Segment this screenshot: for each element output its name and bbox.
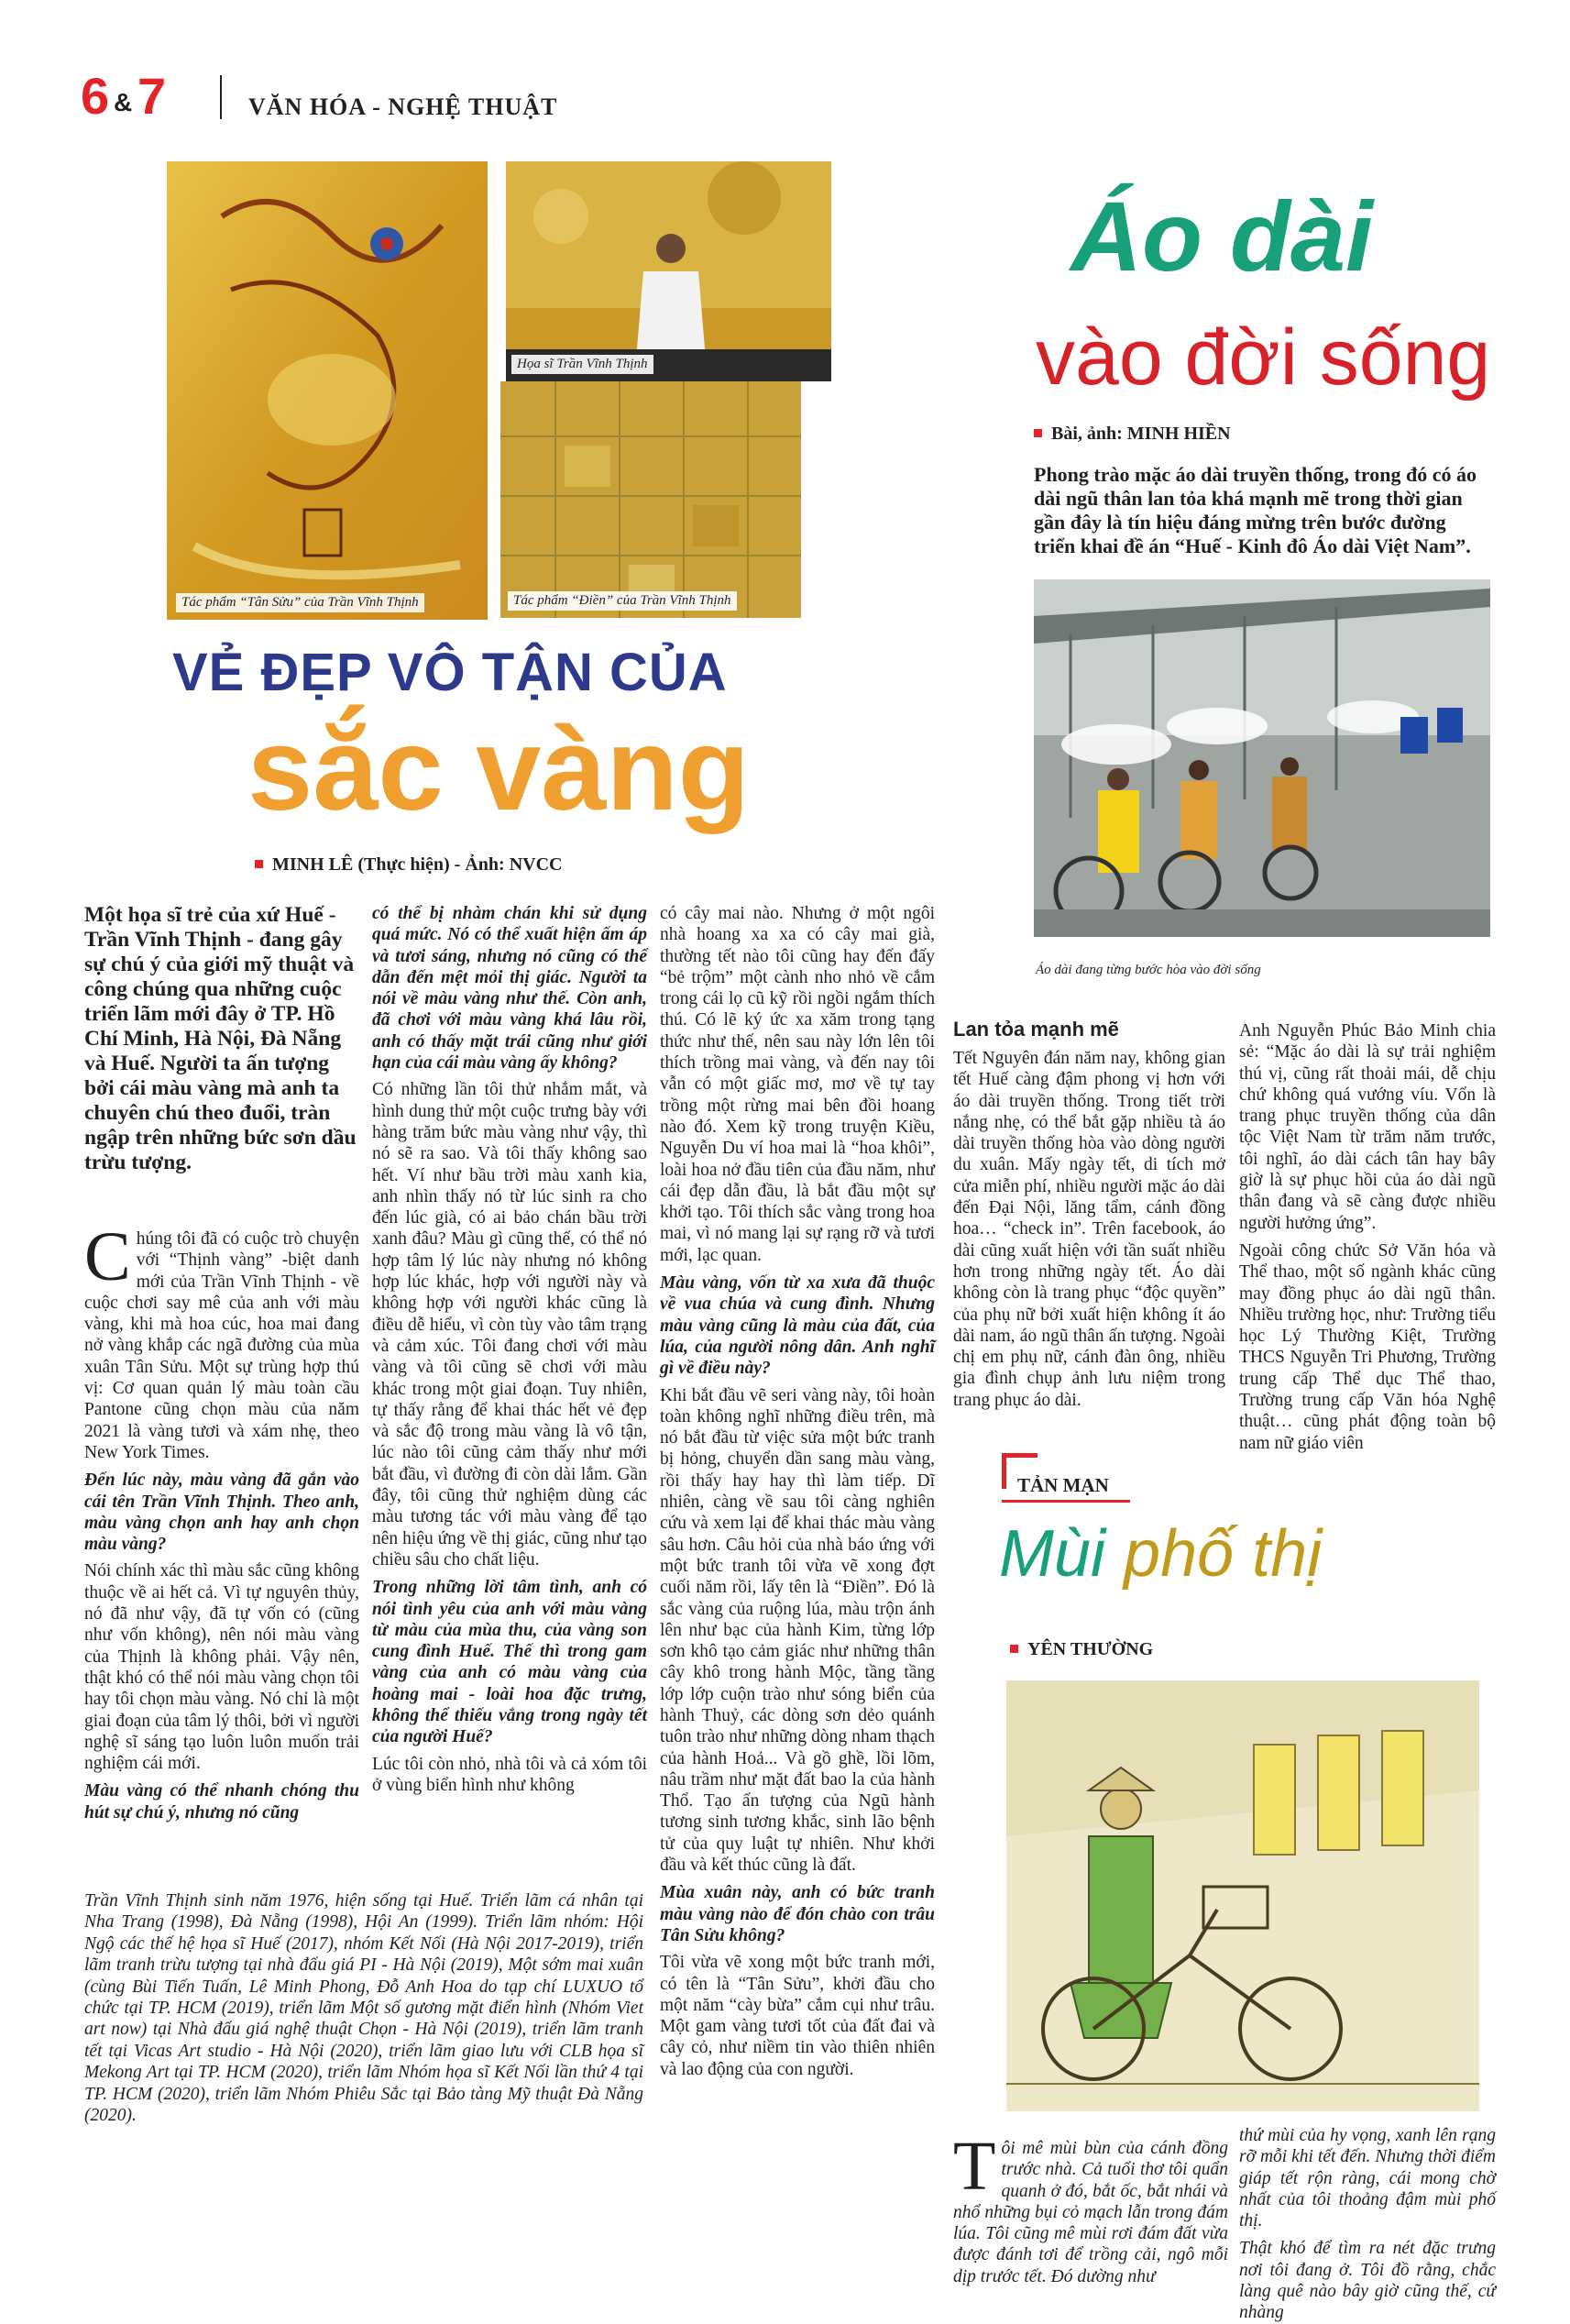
left-article-col3 — [660, 903, 935, 2168]
ao-dai-parade-photo — [1034, 579, 1490, 937]
right-article-subhead: Lan tỏa mạnh mẽ — [953, 1018, 1119, 1041]
essay-byline-text: YÊN THƯỜNG — [1027, 1639, 1154, 1659]
left-col3-paragraph-2: Khi bắt đầu vẽ seri vàng này, tôi hoàn toàn không nghĩ những điều trên, mà nó bắt đầu từ việc sửa một bức tranh bị hỏng, chuyển dần sang màu vàng, rồi thấy hay hay thì làm tiếp. Dĩ nhiên, càng về sau tôi càng nghiên cứu và xem lại để khai thác màu vàng sâu hơn. Câu hỏi của nhà báo ứng với một bức tranh tôi vừa vẽ xong đợt cuối năm rồi, lấy tên là “Điền”. Đó là sắc vàng của ruộng lúa, màu trộn ánh lên như bạc của hành Kim, từng lớp sơn khô tạo cảm giác như những thân cây khô trong hành Mộc, tầng tầng lớp lớp cuộn trào như sóng biển của hành Thuỷ, các dòng sơn dẻo quánh tuôn trào như những dòng nham thạch của hành Hoả... Và gồ ghề, lồi lõm, nâu trầm như mặt đất bao la của hành Thổ. Tạo ấn tượng của Ngũ hành tương sinh tương khắc, sinh lão bệnh tử của quy luật tự nhiên. Như khởi đầu và kết thúc cũng là đất. — [660, 1385, 935, 1876]
artist-portrait-photo — [506, 161, 831, 381]
essay-col2-paragraph-2: Thật khó để tìm ra nét đặc trưng nơi tôi đang ở. Tôi đồ rằng, chắc làng quê nào bây giờ cũng thế, cứ nhàng — [1239, 2239, 1496, 2323]
ao-dai-parade-image — [1034, 579, 1490, 937]
painting-dien-image — [500, 381, 801, 618]
left-col1-paragraph-2: Nói chính xác thì màu sắc cũng không thuộc về ai hết cả. Vì tự nguyên thủy, nó đã như vậy, đã tự vốn có (cũng như vốn không), nên nói màu vàng của Thịnh là không phải. Vậy nên, thật khó có thể nói màu vàng chọn tôi hay tôi chọn màu vàng. Nó chỉ là một giai đoạn của tâm lý thôi, bởi vì người nghệ sĩ sáng tạo luôn luôn muốn trải nghiệm cái mới. — [84, 1561, 359, 1774]
left-article-title-line2: sắc vàng — [247, 704, 750, 835]
essay-col1-text: ôi mê mùi bùn của cánh đồng trước nhà. Cả tuổi thơ tôi quẩn quanh ở đó, bắt ốc, bắt nhái và nhổ những bụi cỏ mạch lẫn trong đám lúa. Tôi cũng mê mùi rơi đám đất vừa được đánh tơi để trồng cải, ngô mỗi dịp trước tết. Đó dường như — [953, 2139, 1228, 2286]
artist-portrait-image — [506, 161, 831, 381]
byline-marker — [255, 860, 263, 868]
left-article-dropcap: C — [84, 1218, 131, 1295]
left-col2-question-1: có thể bị nhàm chán khi sử dụng quá mức. Nó có thể xuất hiện ấm áp và tươi sáng, nhưng nó cũng có thể dẫn đến mệt mỏi thị giác. Người ta nói về màu vàng như thế. Còn anh, đã chơi với màu vàng khá lâu rồi, anh có thấy mặt trái cũng như giới hạn của cái màu vàng ấy không? — [372, 904, 647, 1074]
essay-byline — [1010, 1639, 1153, 1660]
essay-col1 — [953, 2128, 1228, 2286]
header-divider — [220, 75, 222, 119]
right-article-col1: Tết Nguyên đán năm nay, không gian tết Huế càng đậm phong vị hơn với áo dài truyền thống. Trong tiết trời nắng nhẹ, có thể bắt gặp nhiều tà áo dài truyền thống hòa vào dòng người du xuân. Mấy ngày tết, di tích mở cửa miễn phí, nhiều người mặc áo dài đến Đại Nội, lăng tẩm, cánh đồng hoa… “check in”. Trên facebook, áo dài cũng xuất hiện với tần suất nhiều hơn trong những ngày tết. Áo dài không còn là trang phục “độc quyền” của phụ nữ bởi xuất hiện không ít áo dài nam, áo ngũ thân ấn tượng. Ngoài chị em phụ nữ, cánh đàn ông, nhiều gia đình chụp ảnh lưu niệm trong trang phục áo dài. — [953, 1049, 1225, 1410]
left-col2-question-2: Trong những lời tâm tình, anh có nói tình yêu của anh với màu vàng từ màu của mùa thu, của vàng son cung đình Huế. Thế thì trong gam vàng của anh có màu vàng của hoàng mai - loài hoa đặc trưng, không thể thiếu vắng trong ngày tết của người Huế? — [372, 1578, 647, 1747]
essay-illustration-image — [1006, 1680, 1479, 2111]
essay-col2 — [1239, 2125, 1496, 2323]
painting-tan-suu-caption: Tác phẩm “Tân Sửu” của Trần Vĩnh Thịnh — [176, 593, 424, 612]
painting-tan-suu-photo — [167, 161, 488, 620]
right-article-byline — [1034, 424, 1231, 445]
essay-col2-paragraph-1: thứ mùi của hy vọng, xanh lên rạng rỡ mỗi khi tết đến. Nhưng thời điểm giáp tết rộn ràng, cái mong chờ nhất của tôi thoảng đậm mùi phố thị. — [1239, 2126, 1496, 2231]
left-col1-question-1: Đến lúc này, màu vàng đã gắn vào cái tên Trần Vĩnh Thịnh. Theo anh, màu vàng chọn anh hay anh chọn màu vàng? — [84, 1470, 359, 1555]
left-article-col1 — [84, 1218, 359, 1879]
essay-title-part1: Mùi — [999, 1517, 1125, 1591]
page-header — [81, 67, 722, 127]
ao-dai-parade-caption: Áo dài đang từng bước hòa vào đời sống — [1036, 963, 1261, 977]
right-article-lead: Phong trào mặc áo dài truyền thống, trong đó có áo dài ngũ thân lan tỏa khá mạnh mẽ trong thời gian gần đây là tín hiệu đáng mừng trên bước đường triển khai đề án “Huế - Kinh đô Áo dài Việt Nam”. — [1034, 463, 1477, 557]
left-col1-paragraph-1 — [84, 1218, 359, 1463]
essay-title-part2: phố thị — [1124, 1517, 1323, 1591]
left-article-byline-text: MINH LÊ (Thực hiện) - Ảnh: NVCC — [272, 854, 563, 875]
left-article-lead: Một họa sĩ trẻ của xứ Huế - Trần Vĩnh Thịnh - đang gây sự chú ý của giới mỹ thuật và công chúng qua những cuộc triển lãm mới đây ở TP. Hồ Chí Minh, Hà Nội, Đà Nẵng và Huế. Người ta ấn tượng bởi cái màu vàng mà anh ta chuyên chú theo đuổi, tràn ngập trên những bức sơn dầu trừu tượng. — [84, 903, 357, 1174]
right-article-byline-text: Bài, ảnh: MINH HIỀN — [1051, 424, 1231, 444]
essay-kicker-underline — [1002, 1500, 1130, 1503]
left-col3-paragraph-3: Tôi vừa vẽ xong một bức tranh mới, có tên là “Tân Sửu”, khởi đầu cho một năm “cày bừa” cắm cụi như trâu. Một gam vàng tươi tốt của đất đai và cây cỏ, như niềm tin vào thiên nhiên và lao động của con người. — [660, 1953, 935, 2079]
right-col2-paragraph-2: Ngoài công chức Sở Văn hóa và Thể thao, một số ngành khác cũng may đồng phục áo dài ngũ thân. Nhiều trường học, như: Trường tiểu học Lý Thường Kiệt, Trường THCS Nguyễn Tri Phương, Trường trung cấp Thể dục Thể thao, Trường trung cấp Văn hóa Nghệ thuật… cũng phát động toàn bộ nam nữ giáo viên — [1239, 1240, 1496, 1453]
left-article-title-line1: VẺ ĐẸP VÔ TẬN CỦA — [172, 643, 728, 702]
left-article-byline — [255, 854, 562, 876]
byline-marker — [1034, 429, 1042, 437]
page-number-six: 6 — [81, 67, 110, 125]
left-col2-paragraph-2: Lúc tôi còn nhỏ, nhà tôi và cả xóm tôi ở vùng biển hình như không — [372, 1754, 647, 1795]
essay-kicker: TẢN MẠN — [1017, 1474, 1109, 1496]
page-number-seven: 7 — [137, 67, 167, 125]
essay-col1-paragraph — [953, 2128, 1228, 2287]
section-title: VĂN HÓA - NGHỆ THUẬT — [248, 94, 558, 120]
left-col3-paragraph-1: có cây mai nào. Nhưng ở một ngôi nhà hoang xa xa có cây mai già, thường tết nào tôi cũng hay đến đấy “bẻ trộm” một cành nho nhỏ về cắm trong cái lọ cũ kỹ rồi ngồi ngắm thích thú. Có lẽ ký ức xa xăm trong tạng thức như thế, nên sau này lớn lên tôi thích trồng mai vàng, và đến nay tôi vẫn có một giấc mơ, mơ về tự tay trồng một rừng mai bên đồi hoang nào đó. Xem kỹ trong truyện Kiều, Nguyễn Du ví hoa mai là “hoa khôi”, loài hoa nở đầu tiên của đầu năm, như cái đẹp dẫn đầu, là bắt đầu một sự khởi tạo. Tôi thích sắc vàng trong hoa mai, vì nó mang lại sự rạng rỡ và tươi mới, lạc quan. — [660, 904, 935, 1265]
left-col2-paragraph-1: Có những lần tôi thử nhắm mắt, và hình dung thử một cuộc trưng bày với hàng trăm bức màu vàng như vậy, thì nó sẽ ra sao. Và tôi thấy không sao hết. Ví như bầu trời màu xanh kia, anh nhìn thấy nó từ lúc sinh ra cho đến lúc già, có ai bảo chán bầu trời xanh đâu? Màu gì cũng thế, có thể nó hợp tâm lý lúc này nhưng nó không hợp lúc khác, hợp với người này và không hợp với người khác cũng là điều dễ hiểu, vì còn tùy vào tâm trạng và cảm xúc. Tôi đang chơi với màu vàng và tôi cũng sẽ chơi với màu khác trong một giai đoạn. Tuy nhiên, tự thấy rằng để khai thác hết vẻ đẹp và sắc độ trong màu vàng là vô tận, lúc nào tôi cũng cảm thấy như mới bắt đầu, vì đường đi còn dài lắm. Gần đây, tôi cũng thử nghiệm dùng các màu tương tác với màu vàng để tạo nên hiệu ứng về thị giác, cũng như tạo chiều sâu cho chất liệu. — [372, 1080, 647, 1570]
essay-dropcap: T — [953, 2128, 996, 2205]
left-col1-paragraph-1-text: húng tôi đã có cuộc trò chuyện với “Thịnh vàng” -biệt danh mới của Trần Vĩnh Thịnh - về cuộc chơi say mê của anh với màu vàng, khi mà hoa cúc, hoa mai đang nở vàng khắp các ngã đường của mùa xuân Tân Sửu. Một sự trùng hợp thú vị: Cơ quan quản lý màu toàn cầu Pantone cũng chọn màu của năm 2021 là vàng tươi và xám nhẹ, theo New York Times. — [84, 1229, 359, 1462]
artist-bio: Trần Vĩnh Thịnh sinh năm 1976, hiện sống tại Huế. Triển lãm cá nhân tại Nha Trang (1998), Đà Nẵng (1998), Hội An (1999). Triển lãm nhóm: Hội Ngộ các thế hệ họa sĩ Huế (2017), nhóm Kết Nối (Hà Nội 2017-2019), triển lãm tranh trừu tượng tại nhà đấu giá PI - Hà Nội (2019), Một sớm mai xuân (cùng Bùi Tiến Tuấn, Lê Minh Phong, Đỗ Anh Hoa do tạp chí LUXUO tổ chức tại TP. HCM (2019), triển lãm Một số gương mặt điển hình (Nhóm Viet art now) tại Nhà đấu giá nghệ thuật Chọn - Hà Nội (2019), triển lãm tranh tết tại Vicas Art studio - Hà Nội (2020), triển lãm giao lưu với CLB họa sĩ Mekong Art tại TP. HCM (2020), triển lãm Nhóm họa sĩ Kết Nối lần thứ 4 tại TP. HCM (2020), triển lãm Nhóm Phiêu Sắc tại Bảo tàng Mỹ thuật Đà Nẵng (2020). — [84, 1891, 643, 2126]
right-article-title-line1: Áo dài — [1070, 181, 1374, 292]
right-col2-paragraph-1: Anh Nguyễn Phúc Bảo Minh chia sẻ: “Mặc áo dài là sự trải nghiệm thú vị, cũng rất thoải mái, dễ chịu chứ không quá vướng víu. Vốn là trang phục truyền thống của dân tộc Việt Nam từ trăm năm trước, tôi nghĩ, áo dài cách tân hay bây giờ là sự phục hồi của áo dài ngũ thân đang và sẽ càng được nhiều người hưởng ứng”. — [1239, 1021, 1496, 1233]
right-article-col2 — [1239, 1020, 1496, 1453]
essay-title — [999, 1513, 1322, 1595]
right-article-title-line2: vào đời sống — [1036, 314, 1491, 402]
left-col1-question-2: Màu vàng có thể nhanh chóng thu hút sự chú ý, nhưng nó cũng — [84, 1781, 359, 1823]
painting-dien-caption: Tác phẩm “Điền” của Trần Vĩnh Thịnh — [508, 591, 737, 611]
left-article-col2 — [372, 903, 647, 1879]
artist-portrait-caption: Họa sĩ Trần Vĩnh Thịnh — [511, 355, 653, 374]
left-col3-question-1: Màu vàng, vốn từ xa xưa đã thuộc về vua chúa và cung đình. Nhưng màu vàng cũng là màu của đất, của lúa, của người nông dân. Anh nghĩ gì về điều này? — [660, 1273, 935, 1379]
left-col3-question-2: Mùa xuân này, anh có bức tranh màu vàng nào để đón chào con trâu Tân Sửu không? — [660, 1883, 935, 1945]
essay-illustration — [1006, 1680, 1479, 2111]
painting-dien-photo — [500, 381, 801, 618]
byline-marker — [1010, 1645, 1018, 1653]
painting-tan-suu-image — [167, 161, 488, 620]
page-number-amp: & — [114, 88, 133, 116]
